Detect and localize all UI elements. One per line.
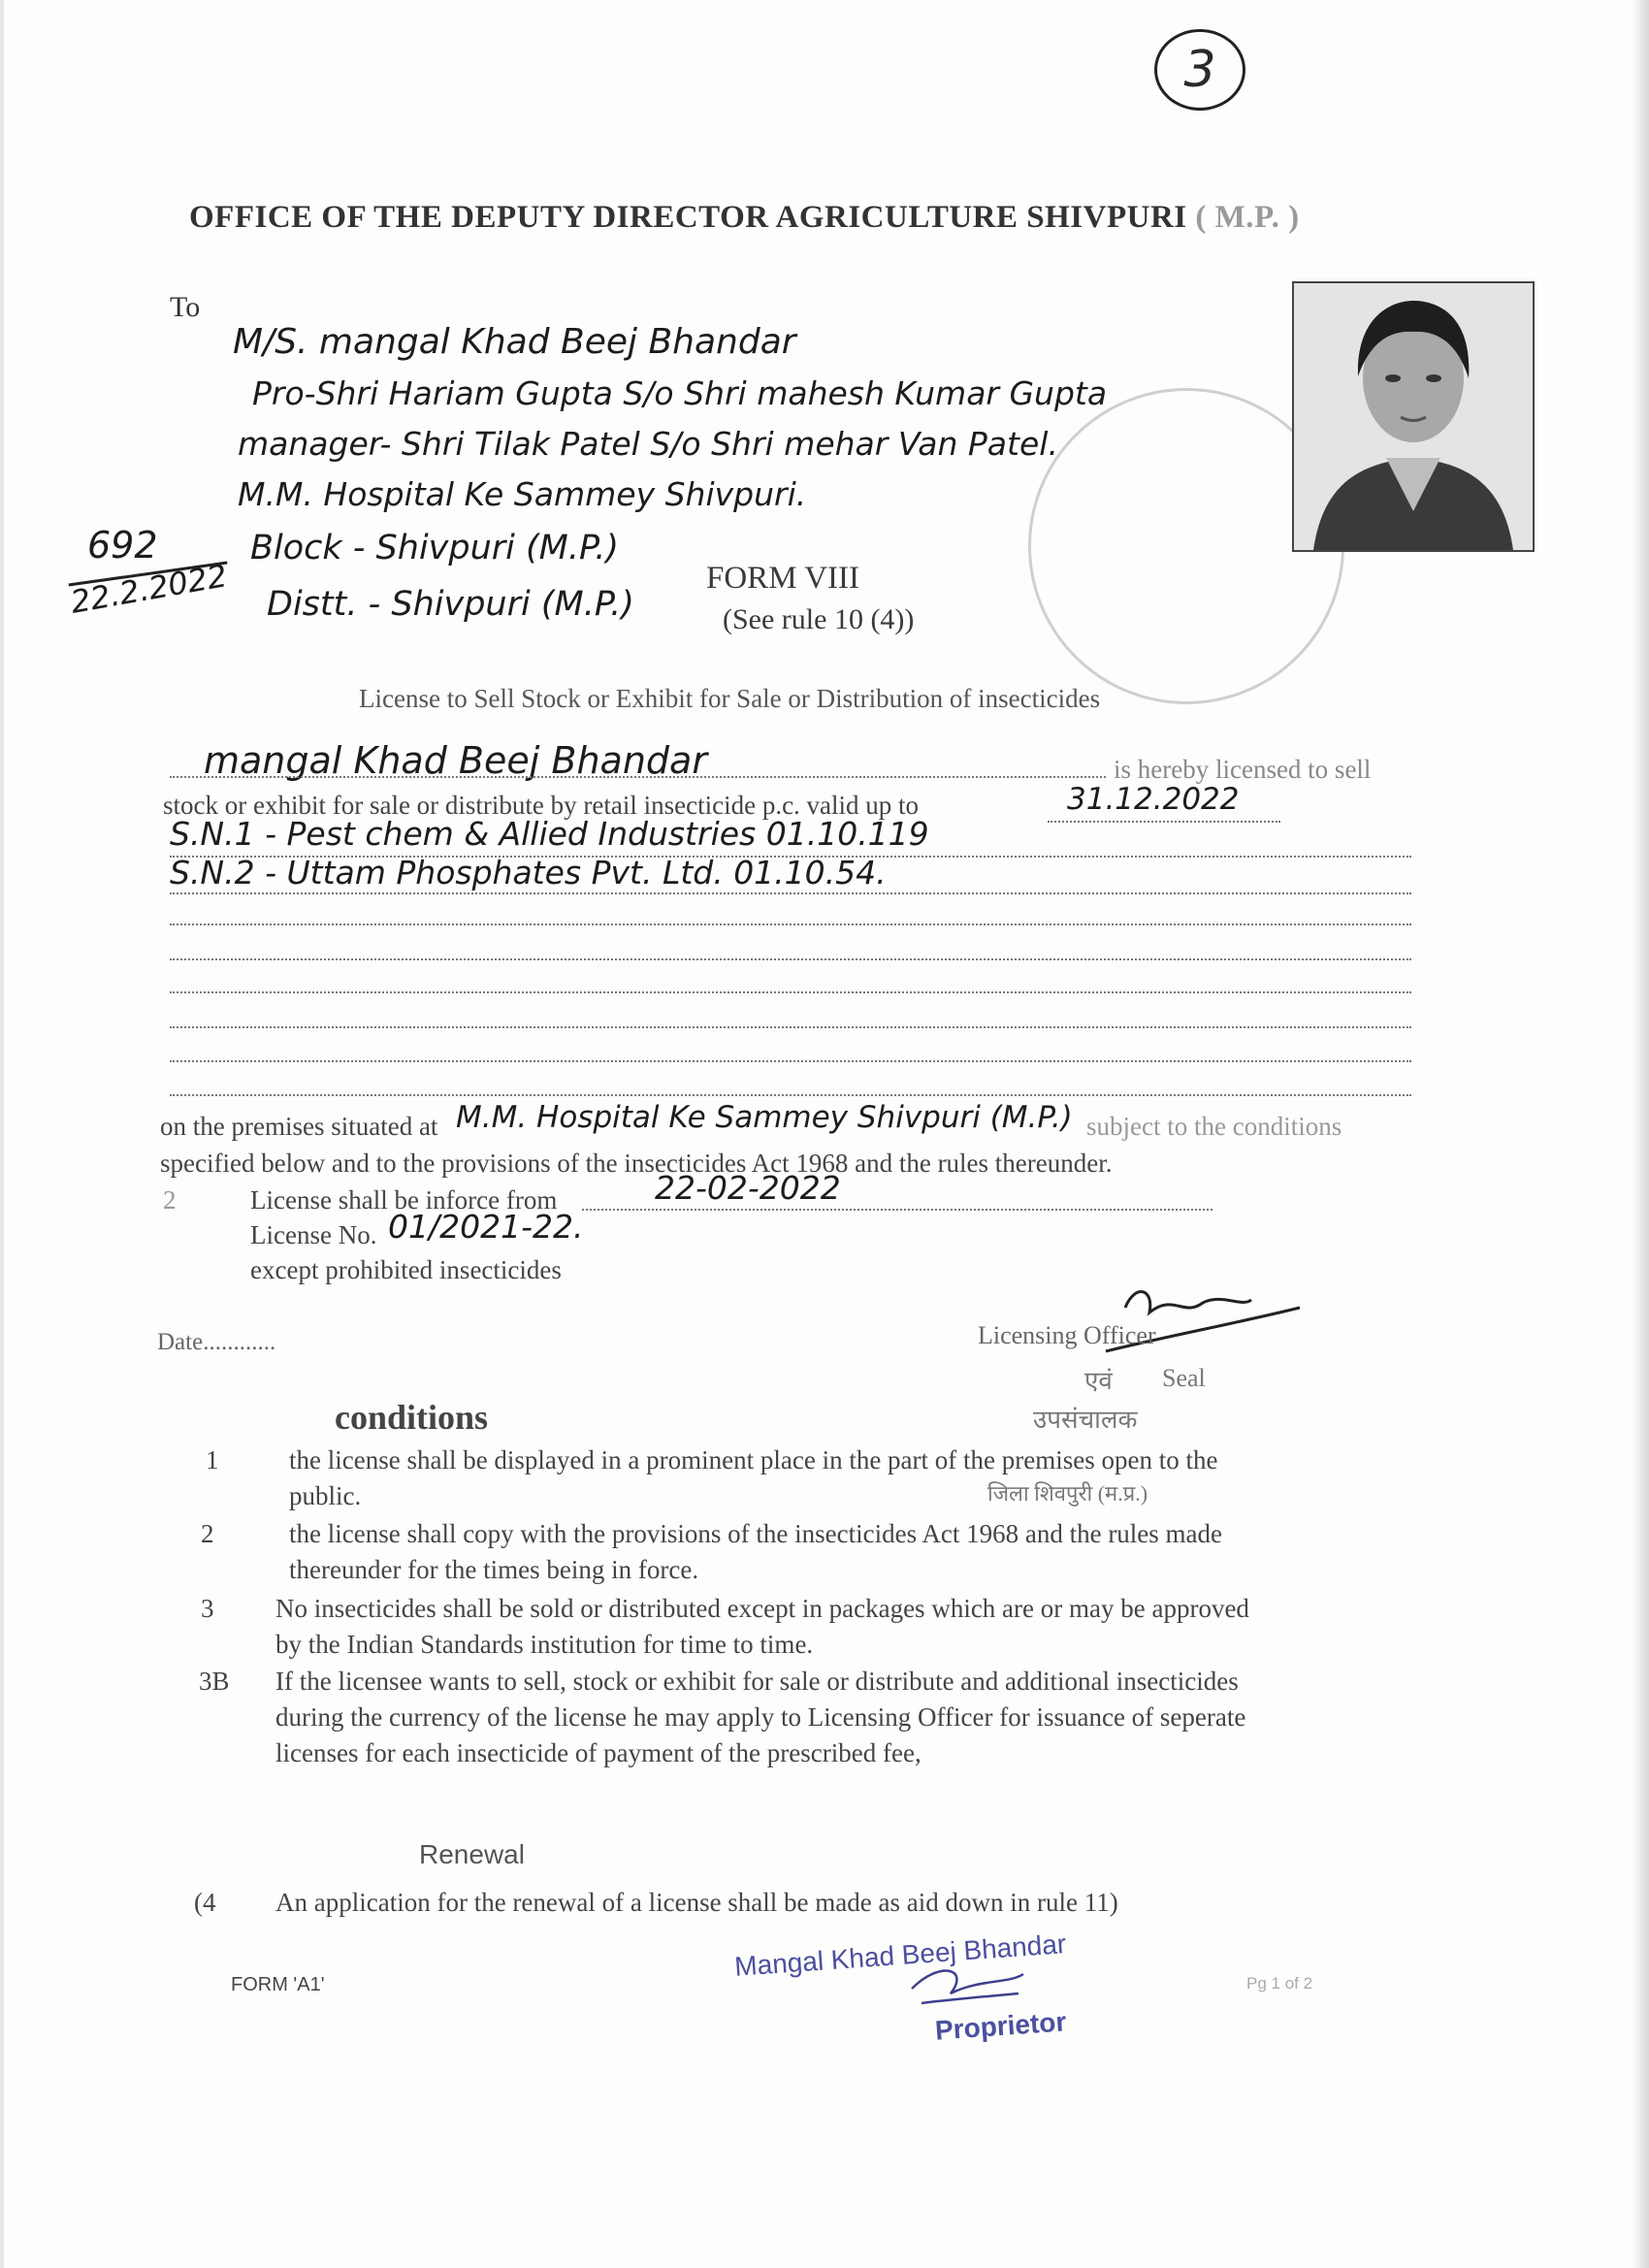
premises-suffix: subject to the conditions xyxy=(1086,1112,1342,1141)
license-heading: License to Sell Stock or Exhibit for Sale or Distribution of insecticides xyxy=(359,684,1101,713)
scan-left-edge xyxy=(0,0,4,2268)
page-number-circle xyxy=(1154,29,1245,111)
condition-3b-line-3: licenses for each insecticide of payment of the prescribed fee, xyxy=(275,1738,922,1767)
condition-3b-line-1: If the licensee wants to sell, stock or exhibit for sale or distribute and additional insecticides xyxy=(275,1667,1239,1696)
premises-prefix: on the premises situated at xyxy=(160,1112,438,1141)
item-2-number: 2 xyxy=(163,1185,177,1215)
licensee-photo xyxy=(1292,281,1535,552)
dotted-line-6 xyxy=(170,1026,1411,1028)
licensee-dotted-line xyxy=(170,776,1106,778)
license-no-value: 01/2021-22. xyxy=(388,1208,584,1246)
proprietor-signature xyxy=(892,1950,1038,2018)
source-line-2: S.N.2 - Uttam Phosphates Pvt. Ltd. 01.10.54. xyxy=(170,854,887,891)
form-number: FORM VIII xyxy=(706,561,859,596)
dotted-line-2 xyxy=(170,892,1411,894)
form-a1-label: FORM 'A1' xyxy=(231,1974,325,1995)
condition-3b-number: 3B xyxy=(199,1667,230,1696)
condition-1-line-2: public. xyxy=(289,1481,362,1510)
deputy-director-hindi: उपसंचालक xyxy=(1033,1406,1138,1434)
seal-label: Seal xyxy=(1162,1364,1206,1392)
condition-2-line-1: the license shall copy with the provisions of the insecticides Act 1968 and the rules made xyxy=(289,1519,1223,1548)
stock-text: stock or exhibit for sale or distribute by retail insecticide p.c. valid up to xyxy=(163,791,920,820)
renewal-text: An application for the renewal of a license shall be made as aid down in rule 11) xyxy=(275,1888,1118,1917)
dotted-line-3 xyxy=(170,923,1411,925)
licensee-name: mangal Khad Beej Bhandar xyxy=(204,739,707,782)
condition-1-line-1: the license shall be displayed in a prominent place in the part of the premises open to the xyxy=(289,1445,1218,1474)
except-text: except prohibited insecticides xyxy=(250,1255,562,1284)
district-line: Distt. - Shivpuri (M.P.) xyxy=(267,585,634,624)
office-title xyxy=(189,200,1300,236)
renewal-number: (4 xyxy=(194,1888,216,1917)
condition-3b-line-2: during the currency of the license he may apply to Licensing Officer for issuance of seperate xyxy=(275,1702,1246,1732)
page-number: Pg 1 of 2 xyxy=(1246,1974,1313,1993)
proprietor-stamp-role: Proprietor xyxy=(934,2006,1068,2046)
address-line-1: M/S. mangal Khad Beej Bhandar xyxy=(233,322,796,362)
condition-2-number: 2 xyxy=(201,1519,214,1548)
block-line: Block - Shivpuri (M.P.) xyxy=(250,529,620,567)
dotted-line-8 xyxy=(170,1094,1411,1096)
premises-value: M.M. Hospital Ke Sammey Shivpuri (M.P.) xyxy=(456,1100,1073,1135)
licensed-text: is hereby licensed to sell xyxy=(1114,755,1372,784)
valid-upto: 31.12.2022 xyxy=(1067,782,1240,817)
condition-2-line-2: thereunder for the times being in force. xyxy=(289,1555,699,1584)
valid-dotted-line xyxy=(1048,821,1280,823)
address-line-4: M.M. Hospital Ke Sammey Shivpuri. xyxy=(238,475,807,513)
reference-date: 22.2.2022 xyxy=(67,557,230,621)
license-no-label: License No. xyxy=(250,1220,377,1249)
address-line-3: manager- Shri Tilak Patel S/o Shri mehar Van Patel. xyxy=(238,425,1058,463)
licensing-officer-label: Licensing Officer xyxy=(978,1321,1156,1349)
title-suffix: ( M.P. ) xyxy=(1195,200,1300,235)
form-rule: (See rule 10 (4)) xyxy=(723,603,915,635)
inforce-label: License shall be inforce from xyxy=(250,1185,558,1215)
proprietor-stamp-name: Mangal Khad Beej Bhandar xyxy=(733,1928,1068,1982)
date-label: Date............ xyxy=(157,1329,276,1355)
reference-number: 692 xyxy=(87,524,158,567)
specified-text: specified below and to the provisions of the insecticides Act 1968 and the rules thereunder. xyxy=(160,1149,1113,1178)
inforce-value: 22-02-2022 xyxy=(655,1169,841,1207)
dotted-line-7 xyxy=(170,1060,1411,1062)
title-main: OFFICE OF THE DEPUTY DIRECTOR AGRICULTURE SHIVPURI xyxy=(189,200,1187,235)
renewal-heading: Renewal xyxy=(419,1839,525,1869)
dotted-line-5 xyxy=(170,991,1411,993)
inforce-dotted-line xyxy=(582,1209,1212,1211)
scan-right-edge xyxy=(1632,0,1649,2268)
corner-number: 3 xyxy=(1183,41,1216,99)
district-hindi: जिला शिवपुरी (म.प्र.) xyxy=(987,1481,1148,1506)
condition-3-line-2: by the Indian Standards institution for time to time. xyxy=(275,1630,814,1659)
condition-3-number: 3 xyxy=(201,1594,214,1623)
conditions-heading: conditions xyxy=(335,1398,489,1437)
address-line-2: Pro-Shri Hariam Gupta S/o Shri mahesh Kumar Gupta xyxy=(252,374,1108,412)
dotted-line-4 xyxy=(170,958,1411,960)
source-line-1: S.N.1 - Pest chem & Allied Industries 01.10.119 xyxy=(170,815,929,853)
condition-1-number: 1 xyxy=(206,1445,219,1474)
condition-3-line-1: No insecticides shall be sold or distributed except in packages which are or may be approved xyxy=(275,1594,1249,1623)
to-label: To xyxy=(170,291,201,323)
ev-label: एवं xyxy=(1084,1367,1113,1395)
